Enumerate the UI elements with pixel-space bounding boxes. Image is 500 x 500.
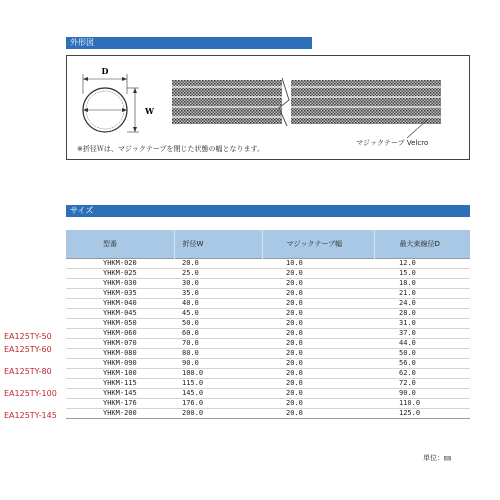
cell-max-diameter: 56.0	[374, 358, 470, 368]
col-model: 型番	[66, 230, 174, 258]
table-row	[66, 368, 470, 378]
cell-fold-width: 200.0	[174, 408, 262, 418]
unit-label: 単位：㎜	[423, 454, 451, 462]
table-row	[66, 318, 470, 328]
cell-max-diameter: 21.0	[374, 288, 470, 298]
cell-max-diameter: 31.0	[374, 318, 470, 328]
cell-max-diameter: 18.0	[374, 278, 470, 288]
cell-max-diameter: 62.0	[374, 368, 470, 378]
cell-max-diameter: 24.0	[374, 298, 470, 308]
table-row	[66, 358, 470, 368]
table-row	[66, 268, 470, 278]
table-row	[66, 398, 470, 408]
cell-fold-width: 45.0	[174, 308, 262, 318]
cell-fold-width: 145.0	[174, 388, 262, 398]
cell-fold-width: 20.0	[174, 258, 262, 268]
cell-max-diameter: 12.0	[374, 258, 470, 268]
table-row	[66, 378, 470, 388]
outline-diagram-box	[66, 55, 470, 160]
cell-fold-width: 115.0	[174, 378, 262, 388]
cell-max-diameter: 15.0	[374, 268, 470, 278]
cell-velcro-width: 20.0	[262, 368, 374, 378]
cell-model: YHKM-100	[66, 368, 174, 378]
cell-model: YHKM-070	[66, 338, 174, 348]
cell-model: YHKM-030	[66, 278, 174, 288]
cell-model: YHKM-035	[66, 288, 174, 298]
cell-model: YHKM-020	[66, 258, 174, 268]
cell-max-diameter: 90.0	[374, 388, 470, 398]
cell-max-diameter: 28.0	[374, 308, 470, 318]
cell-velcro-width: 20.0	[262, 398, 374, 408]
table-row	[66, 338, 470, 348]
cell-velcro-width: 20.0	[262, 278, 374, 288]
cell-velcro-width: 20.0	[262, 268, 374, 278]
size-table	[66, 230, 470, 419]
cell-fold-width: 35.0	[174, 288, 262, 298]
size-table-body	[66, 258, 470, 418]
cell-model: YHKM-045	[66, 308, 174, 318]
table-row	[66, 388, 470, 398]
cell-fold-width: 176.0	[174, 398, 262, 408]
cell-velcro-width: 20.0	[262, 358, 374, 368]
cell-fold-width: 25.0	[174, 268, 262, 278]
cell-max-diameter: 50.0	[374, 348, 470, 358]
cell-velcro-width: 20.0	[262, 408, 374, 418]
label-w: W	[145, 106, 154, 116]
cell-velcro-width: 20.0	[262, 328, 374, 338]
cell-velcro-width: 20.0	[262, 348, 374, 358]
cell-max-diameter: 72.0	[374, 378, 470, 388]
cell-model: YHKM-040	[66, 298, 174, 308]
cell-max-diameter: 44.0	[374, 338, 470, 348]
sleeve-left	[172, 80, 282, 124]
cell-max-diameter: 37.0	[374, 328, 470, 338]
col-velcro-width: マジックテープ幅	[262, 230, 374, 258]
side-label-ea125ty-60: EA125TY-60	[4, 345, 52, 354]
cell-velcro-width: 10.0	[262, 258, 374, 268]
cell-model: YHKM-060	[66, 328, 174, 338]
col-fold-width: 折径W	[174, 230, 262, 258]
cell-model: YHKM-145	[66, 388, 174, 398]
cell-velcro-width: 20.0	[262, 298, 374, 308]
table-row	[66, 288, 470, 298]
cell-max-diameter: 110.0	[374, 398, 470, 408]
cell-fold-width: 80.0	[174, 348, 262, 358]
table-row	[66, 278, 470, 288]
cell-model: YHKM-080	[66, 348, 174, 358]
outline-note: ※折径Ｗは、マジックテープを閉じた状態の幅となります。	[77, 145, 264, 153]
sleeve-right	[291, 80, 441, 124]
outline-section-header: 外形図	[66, 37, 312, 49]
cell-velcro-width: 20.0	[262, 308, 374, 318]
cell-fold-width: 60.0	[174, 328, 262, 338]
table-header-row	[66, 230, 470, 258]
cell-model: YHKM-200	[66, 408, 174, 418]
cell-fold-width: 90.0	[174, 358, 262, 368]
cell-velcro-width: 20.0	[262, 288, 374, 298]
table-row	[66, 348, 470, 358]
cell-fold-width: 70.0	[174, 338, 262, 348]
cell-fold-width: 50.0	[174, 318, 262, 328]
table-row	[66, 298, 470, 308]
cell-fold-width: 30.0	[174, 278, 262, 288]
cell-model: YHKM-025	[66, 268, 174, 278]
cell-model: YHKM-090	[66, 358, 174, 368]
cell-velcro-width: 20.0	[262, 378, 374, 388]
cell-model: YHKM-115	[66, 378, 174, 388]
side-label-ea125ty-80: EA125TY-80	[4, 367, 52, 376]
table-row	[66, 308, 470, 318]
cell-model: YHKM-050	[66, 318, 174, 328]
side-label-ea125ty-100: EA125TY-100	[4, 389, 57, 398]
cell-velcro-width: 20.0	[262, 388, 374, 398]
cell-fold-width: 40.0	[174, 298, 262, 308]
table-row	[66, 258, 470, 268]
cell-max-diameter: 125.0	[374, 408, 470, 418]
velcro-label: マジックテープ Velcro	[356, 139, 429, 147]
size-section-header: サイズ	[66, 205, 470, 217]
cell-fold-width: 100.0	[174, 368, 262, 378]
cell-velcro-width: 20.0	[262, 338, 374, 348]
col-max-diameter: 最大束線径D	[374, 230, 470, 258]
label-d: D	[101, 66, 109, 76]
cell-velcro-width: 20.0	[262, 318, 374, 328]
side-label-ea125ty-145: EA125TY-145	[4, 411, 57, 420]
side-label-ea125ty-50: EA125TY-50	[4, 332, 52, 341]
cell-model: YHKM-176	[66, 398, 174, 408]
table-row	[66, 408, 470, 418]
table-row	[66, 328, 470, 338]
